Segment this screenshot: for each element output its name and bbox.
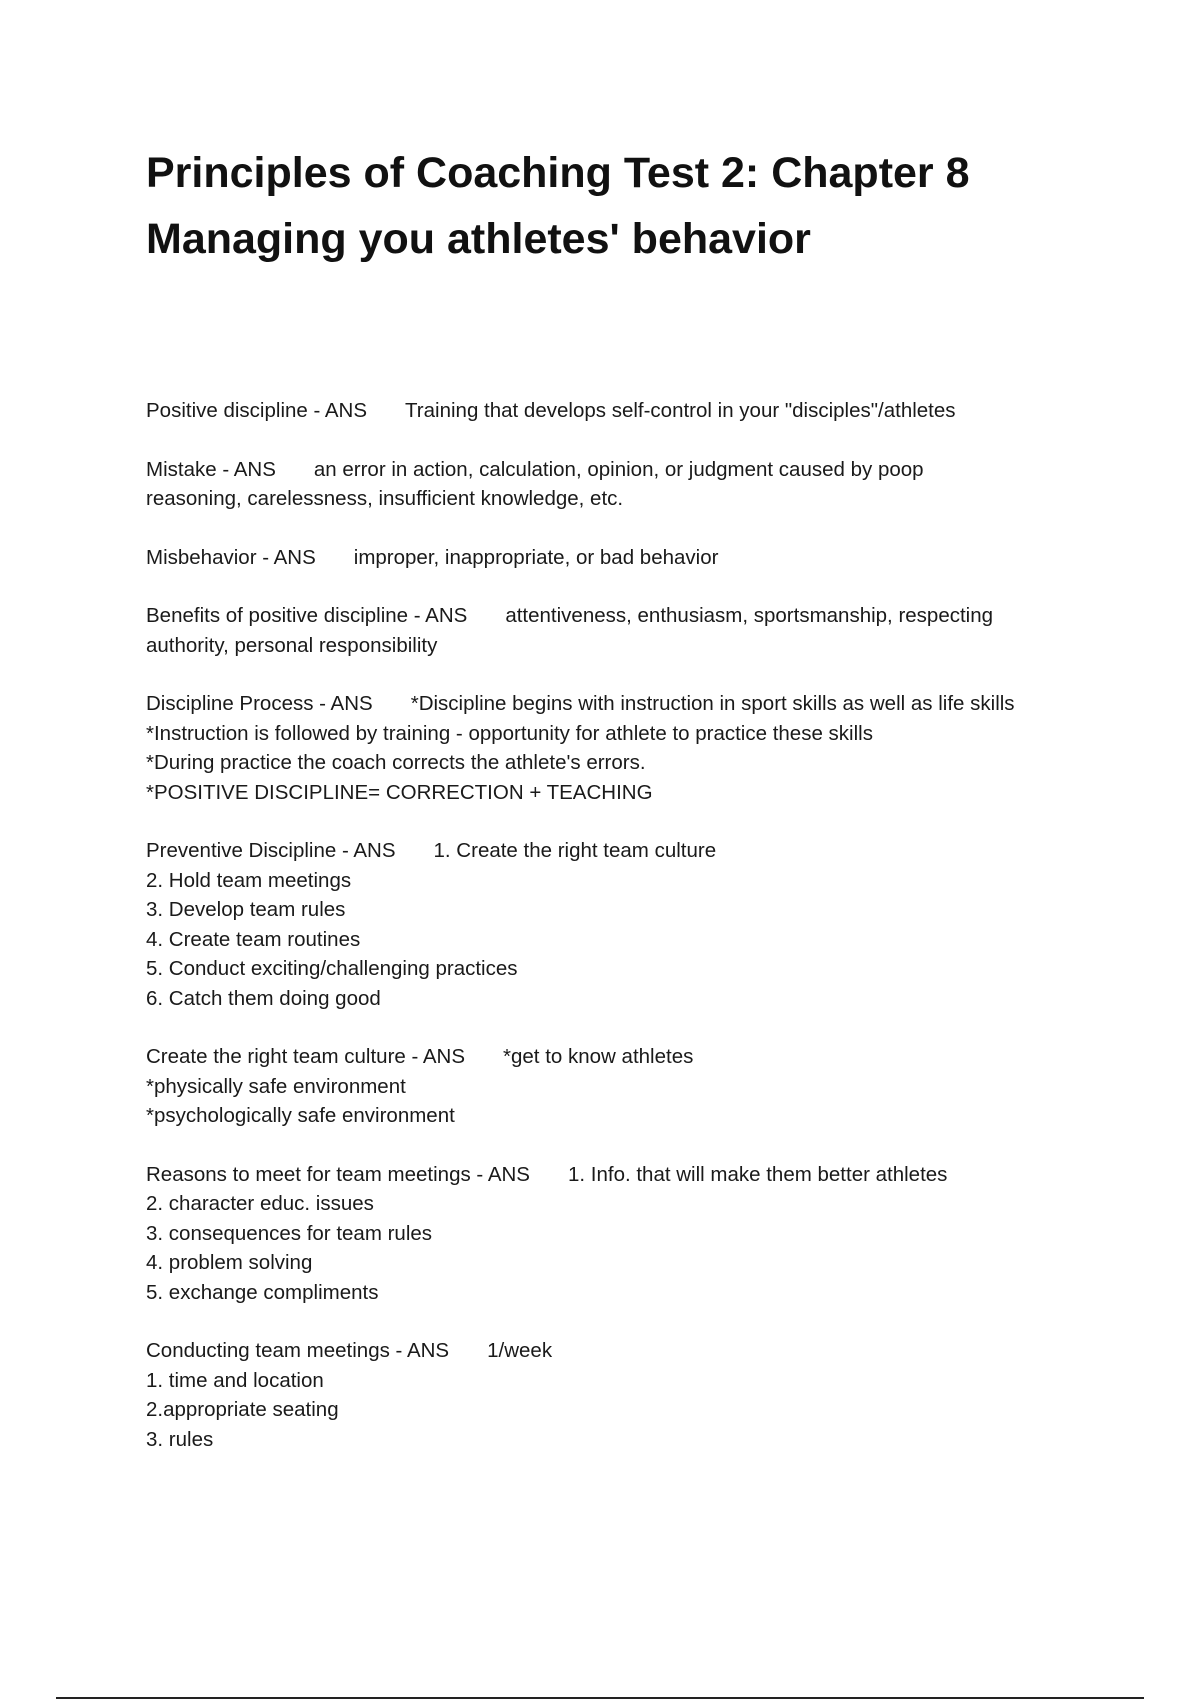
card-answer: an error in action, calculation, opinion, or judgment caused by poop — [313, 457, 924, 481]
card-term: Reasons to meet for team meetings - ANS — [146, 1162, 530, 1186]
card-term: Preventive Discipline - ANS — [146, 839, 396, 862]
card-answer-line: 3. Develop team rules — [146, 898, 346, 921]
card-answer: attentiveness, enthusiasm, sportsmanship, respecting — [505, 604, 994, 627]
card-answer-line: 6. Catch them doing good — [146, 986, 381, 1010]
card-answer-line: 4. problem solving — [146, 1251, 313, 1274]
card-first-line — [146, 836, 1106, 866]
flashcard-conducting-team-meetings — [146, 1336, 1106, 1454]
flashcard-misbehavior — [146, 543, 1106, 573]
card-term: Misbehavior - ANS — [146, 545, 316, 569]
card-first-line — [146, 543, 1106, 573]
footer-divider — [56, 1697, 1144, 1699]
flashcard-preventive-discipline — [146, 836, 1106, 1013]
title-line: Managing you athletes' behavior — [146, 215, 811, 263]
card-answer: Training that develops self-control in your "disciples"/athletes — [405, 399, 956, 422]
card-answer-line: 5. exchange compliments — [146, 1280, 379, 1304]
card-answer: *get to know athletes — [503, 1045, 694, 1068]
card-answer-line: 3. rules — [146, 1427, 214, 1451]
card-answer-line: 5. Conduct exciting/challenging practices — [146, 957, 518, 980]
card-term: Positive discipline - ANS — [146, 399, 368, 422]
card-answer-line: *POSITIVE DISCIPLINE= CORRECTION + TEACHING — [146, 780, 653, 804]
card-answer-line: 4. Create team routines — [146, 927, 361, 951]
card-answer-line: reasoning, carelessness, insufficient knowledge, etc. — [146, 487, 624, 510]
card-term: Mistake - ANS — [146, 457, 276, 481]
flashcard-list — [146, 396, 1106, 1483]
card-term: Conducting team meetings - ANS — [146, 1339, 450, 1362]
card-first-line — [146, 1042, 1106, 1072]
card-answer-line: authority, personal responsibility — [146, 633, 438, 657]
card-first-line — [146, 396, 1106, 426]
card-answer: 1/week — [487, 1339, 553, 1362]
card-answer-line: 2. Hold team meetings — [146, 868, 352, 892]
page-title — [146, 140, 1106, 272]
card-term: Create the right team culture - ANS — [146, 1045, 466, 1068]
card-answer: 1. Info. that will make them better athletes — [567, 1162, 948, 1186]
card-first-line — [146, 689, 1106, 719]
card-answer-line: *psychologically safe environment — [146, 1104, 455, 1127]
card-answer: improper, inappropriate, or bad behavior — [353, 545, 719, 569]
card-term: Discipline Process - ANS — [146, 692, 373, 715]
title-line: Principles of Coaching Test 2: Chapter 8 — [146, 149, 970, 197]
card-answer: 1. Create the right team culture — [433, 839, 717, 862]
card-first-line — [146, 1160, 1106, 1190]
card-first-line — [146, 601, 1106, 631]
flashcard-positive-discipline — [146, 396, 1106, 426]
card-answer: *Discipline begins with instruction in sport skills as well as life skills — [410, 692, 1015, 715]
card-term: Benefits of positive discipline - ANS — [146, 604, 468, 627]
card-answer-line: 2. character educ. issues — [146, 1192, 374, 1215]
card-answer-line: *Instruction is followed by training - opportunity for athlete to practice these skills — [146, 721, 873, 745]
card-answer-line: 1. time and location — [146, 1368, 324, 1392]
flashcard-reasons-team-meetings — [146, 1160, 1106, 1308]
card-answer-line: 3. consequences for team rules — [146, 1221, 433, 1245]
flashcard-team-culture — [146, 1042, 1106, 1131]
flashcard-mistake — [146, 455, 1106, 514]
card-first-line — [146, 1336, 1106, 1366]
card-first-line — [146, 455, 1106, 485]
card-answer-line: *During practice the coach corrects the athlete's errors. — [146, 751, 646, 774]
card-answer-line: *physically safe environment — [146, 1074, 406, 1098]
flashcard-discipline-process — [146, 689, 1106, 807]
flashcard-benefits-positive-discipline — [146, 601, 1106, 660]
card-answer-line: 2.appropriate seating — [146, 1398, 339, 1421]
